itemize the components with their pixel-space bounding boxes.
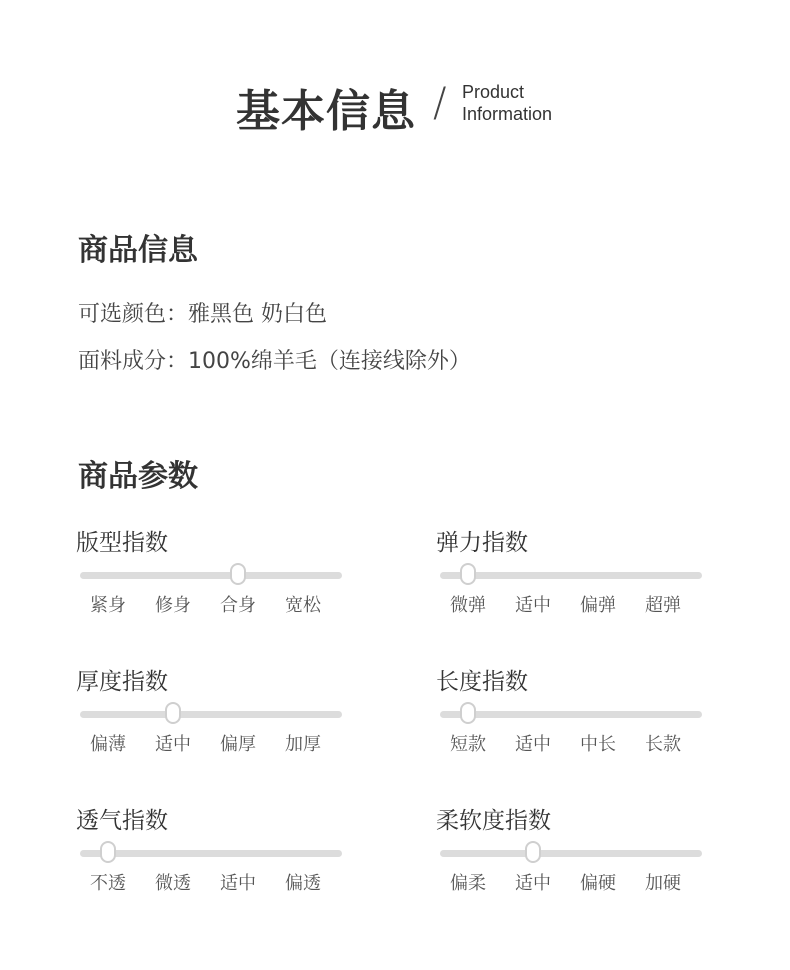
title-divider: / bbox=[433, 80, 447, 126]
param-scale-label: 宽松 bbox=[285, 595, 321, 616]
param-scale-label: 偏柔 bbox=[450, 873, 486, 894]
param-slider-thumb bbox=[460, 563, 476, 585]
param-scale-label: 中长 bbox=[580, 734, 616, 755]
param-scale-label: 短款 bbox=[450, 734, 486, 755]
param-scale-label: 偏弹 bbox=[580, 595, 616, 616]
param-block bbox=[436, 524, 706, 634]
param-block bbox=[436, 802, 706, 912]
page-header bbox=[0, 70, 790, 140]
param-scale-labels bbox=[436, 730, 706, 754]
page-subtitle bbox=[462, 81, 552, 125]
param-scale-label: 适中 bbox=[515, 734, 551, 755]
param-scale-label: 紧身 bbox=[90, 595, 126, 616]
param-scale-labels bbox=[436, 869, 706, 893]
param-block bbox=[76, 802, 346, 912]
param-name: 弹力指数 bbox=[436, 530, 528, 556]
param-scale-label: 适中 bbox=[515, 595, 551, 616]
param-block bbox=[76, 524, 346, 634]
param-slider-thumb bbox=[230, 563, 246, 585]
param-scale-labels bbox=[436, 591, 706, 615]
param-scale-label: 偏透 bbox=[285, 873, 321, 894]
param-scale-label: 合身 bbox=[220, 595, 256, 616]
param-scale-label: 适中 bbox=[220, 873, 256, 894]
param-scale-label: 微弹 bbox=[450, 595, 486, 616]
param-scale-labels bbox=[76, 730, 346, 754]
param-scale-label: 长款 bbox=[645, 734, 681, 755]
page-title: 基本信息 bbox=[236, 86, 416, 137]
param-name: 透气指数 bbox=[76, 808, 168, 834]
param-slider-thumb bbox=[525, 841, 541, 863]
param-name: 版型指数 bbox=[76, 530, 168, 556]
param-scale-label: 不透 bbox=[90, 873, 126, 894]
param-scale-label: 微透 bbox=[155, 873, 191, 894]
param-slider-track bbox=[80, 850, 342, 857]
param-scale-label: 偏硬 bbox=[580, 873, 616, 894]
param-scale-label: 偏厚 bbox=[220, 734, 256, 755]
param-name: 长度指数 bbox=[436, 669, 528, 695]
param-block bbox=[76, 663, 346, 773]
color-options-text: 可选颜色：雅黑色 奶白色 bbox=[78, 302, 327, 327]
param-block bbox=[436, 663, 706, 773]
material-text: 面料成分：100%绵羊毛（连接线除外） bbox=[78, 349, 471, 374]
param-scale-label: 超弹 bbox=[645, 595, 681, 616]
param-scale-label: 偏薄 bbox=[90, 734, 126, 755]
param-scale-label: 加硬 bbox=[645, 873, 681, 894]
param-scale-label: 适中 bbox=[155, 734, 191, 755]
product-params-heading: 商品参数 bbox=[78, 459, 198, 494]
param-slider-track bbox=[440, 711, 702, 718]
param-slider-thumb bbox=[460, 702, 476, 724]
subtitle-line-1: Product bbox=[462, 82, 525, 102]
param-name: 柔软度指数 bbox=[436, 808, 551, 834]
param-slider-track bbox=[80, 572, 342, 579]
param-scale-labels bbox=[76, 869, 346, 893]
product-info-heading: 商品信息 bbox=[78, 233, 198, 268]
param-slider-track bbox=[80, 711, 342, 718]
param-scale-label: 适中 bbox=[515, 873, 551, 894]
param-slider-track bbox=[440, 572, 702, 579]
param-slider-thumb bbox=[100, 841, 116, 863]
param-name: 厚度指数 bbox=[76, 669, 168, 695]
param-slider-track bbox=[440, 850, 702, 857]
param-scale-label: 加厚 bbox=[285, 734, 321, 755]
param-slider-thumb bbox=[165, 702, 181, 724]
subtitle-line-2: Information bbox=[462, 104, 553, 124]
param-scale-labels bbox=[76, 591, 346, 615]
param-scale-label: 修身 bbox=[155, 595, 191, 616]
